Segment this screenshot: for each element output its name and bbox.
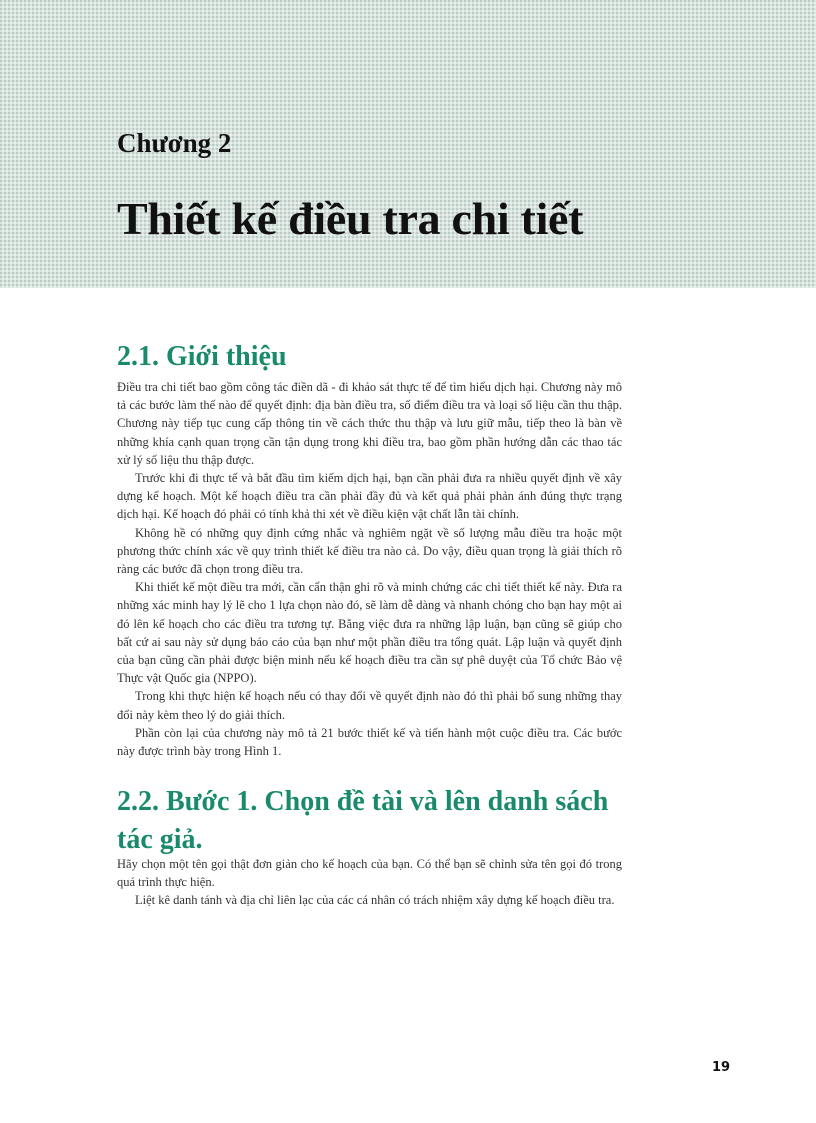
section-heading-introduction: 2.1. Giới thiệu <box>117 341 287 372</box>
paragraph: Trước khi đi thực tế và bắt đầu tìm kiếm dịch hại, bạn cần phải đưa ra nhiều quyết định về xây dựng kế hoạch. Một kế hoạch điều tra cần phải đầy đủ và kết quả phải phản ánh đúng thực trạng dịch hại. Kế hoạch đó phải có tính khả thi xét về điều kiện vật chất lẫn tài chính. <box>117 471 622 522</box>
page-number: 19 <box>712 1060 731 1075</box>
paragraph: Trong khi thực hiện kế hoạch nếu có thay đổi về quyết định nào đó thì phải bổ sung những thay đổi này kèm theo lý do giải thích. <box>117 689 622 722</box>
paragraph: Khi thiết kế một điều tra mới, cần cẩn thận ghi rõ và minh chứng các chi tiết thiết kế này. Đưa ra những xác minh hay lý lẽ cho 1 lựa chọn nào đó, sẽ làm dễ dàng và nhanh chóng cho bạn hay một ai đó lên kế hoạch cho các điều tra tương tự. Bằng việc đưa ra những lập luận, bạn cũng sẽ giúp cho bất cứ ai sau này sử dụng báo cáo của bạn như một phần điều tra tổng quát. Lập luận và quyết định của bạn cũng cần phải được biện minh nếu kế hoạch điều tra cần sự phê duyệt của Tổ chức Bảo vệ Thực vật Quốc gia (NPPO). <box>117 580 622 686</box>
section-body-introduction <box>117 378 622 760</box>
paragraph: Phần còn lại của chương này mô tả 21 bước thiết kế và tiến hành một cuộc điều tra. Các bước này được trình bày trong Hình 1. <box>117 725 622 759</box>
paragraph: Liệt kê danh tánh và địa chỉ liên lạc của các cá nhân có trách nhiệm xây dựng kế hoạch điều tra. <box>135 893 615 908</box>
chapter-label: Chương 2 <box>117 128 232 158</box>
section-heading-step-1: 2.2. Bước 1. Chọn đề tài và lên danh sách tác giả. <box>117 786 609 855</box>
chapter-banner <box>0 0 816 288</box>
chapter-title: Thiết kế điều tra chi tiết <box>117 193 584 244</box>
paragraph: Không hề có những quy định cứng nhắc và nghiêm ngặt về số lượng mẫu điều tra hoặc một phương thức chính xác về quy trình thiết kế điều tra nào cả. Do vậy, điều quan trọng là giải thích rõ ràng các bước đã chọn trong điều tra. <box>117 525 622 577</box>
section-body-step-1 <box>117 855 622 910</box>
paragraph: Hãy chọn một tên gọi thật đơn giản cho kế hoạch của bạn. Có thể bạn sẽ chỉnh sửa tên gọi đó trong quá trình thực hiện. <box>117 857 622 890</box>
paragraph: Điều tra chi tiết bao gồm công tác điền dã - đi khảo sát thực tế để tìm hiểu dịch hại. Chương này mô tả các bước làm thế nào để quyết định: địa bàn điều tra, số điểm điều tra và loại số liệu cần thu thập. Chương này tiếp tục cung cấp thông tin về cách thức thu thập và lưu giữ mẫu, tiếp theo là bàn về những khía cạnh quan trọng cần tận dụng trong khi điều tra, bao gồm phần hướng dẫn các thao tác xử lý số liệu thu thập được. <box>117 380 622 467</box>
